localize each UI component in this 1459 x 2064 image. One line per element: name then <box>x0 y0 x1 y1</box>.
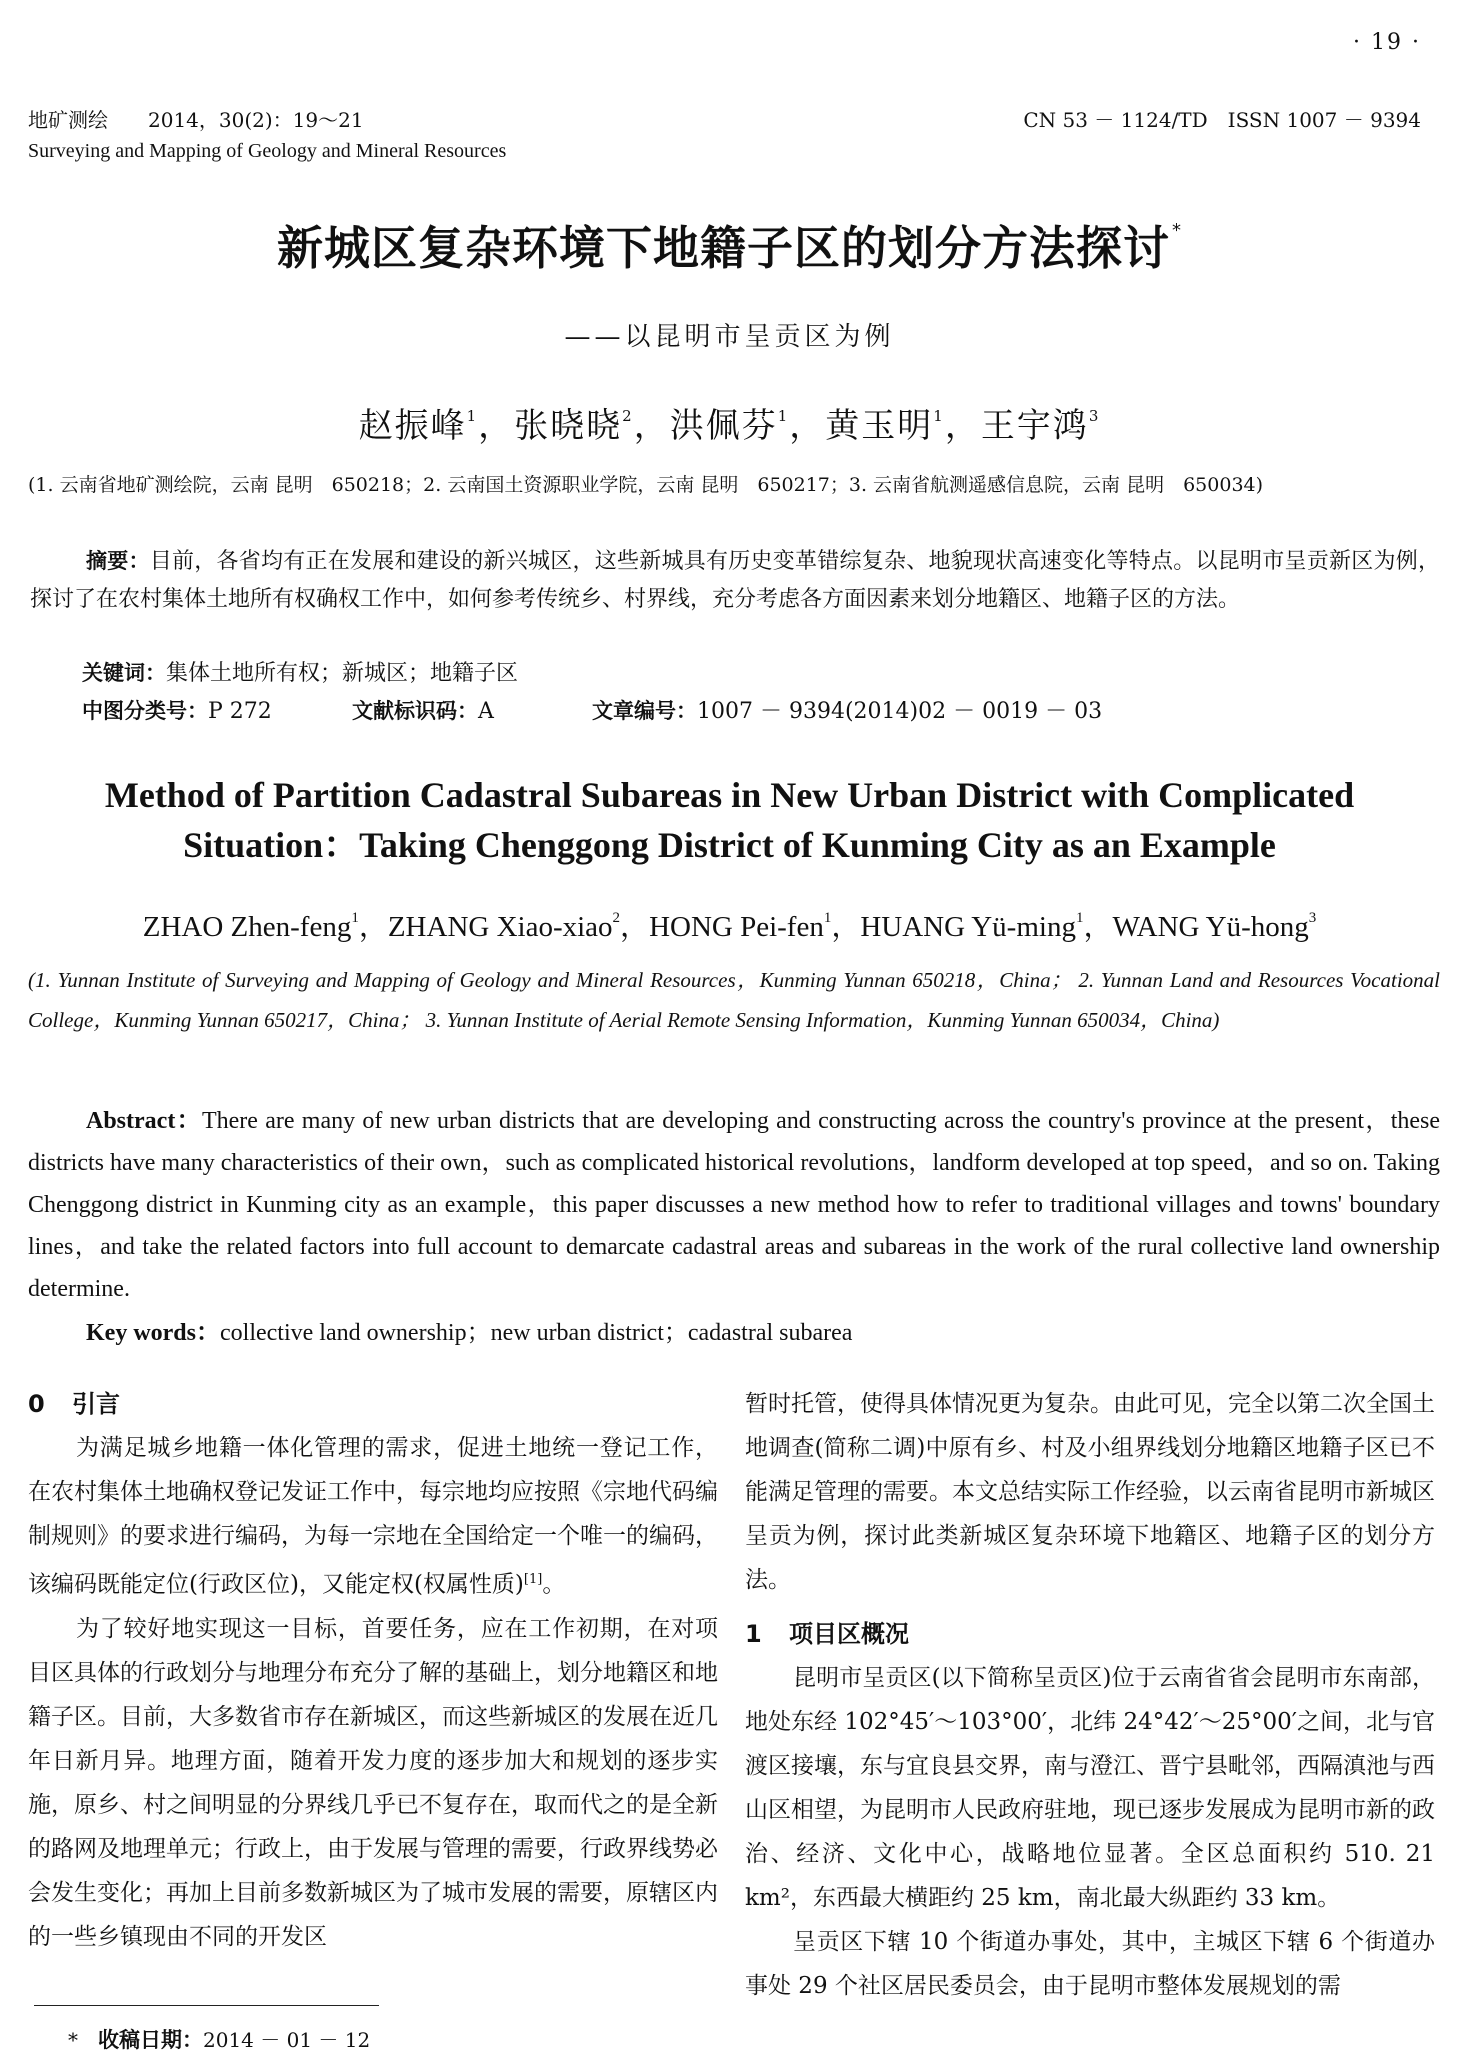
author-sup: 3 <box>1088 407 1101 425</box>
abstract-en-text: There are many of new urban districts that are developing and constructing across the country's province at the present，these districts have many characteristics of their own，such as complicated historical revolutions，landform developed at top speed，and so on. Taking Chenggong district in Kunming city as an example，this paper discusses a new method how to refer to traditional villages and towns' boundary lines，and take the related factors into full account to demarcate cadastral areas and subareas in the work of the rural collective land ownership determine. <box>28 1108 1441 1302</box>
body-text: 。 <box>542 1571 566 1598</box>
paper-subtitle: ——以昆明市呈贡区为例 <box>564 322 895 352</box>
journal-name-cn: 地矿测绘 2014，30(2)：19～21 <box>28 108 364 132</box>
authors-cn: 赵振峰$^1$，张晓晓$^2$，洪佩芬$^1$，黄玉明$^1$，王宇鸿$^3$ <box>358 406 1101 446</box>
author-sup: 1 <box>933 407 945 425</box>
abstract-cn <box>30 542 1440 619</box>
received-date-label: 收稿日期： <box>98 2028 203 2052</box>
author-sup: 1 <box>777 407 790 425</box>
section-number: 1 <box>745 1620 762 1648</box>
article-no-value: 1007 － 9394(2014)02 － 0019 － 03 <box>697 699 1103 724</box>
author-cn: 王宇鸿 <box>980 406 1089 446</box>
body-paragraph: 暂时托管，使得具体情况更为复杂。由此可见，完全以第二次全国土地调查(简称二调)中原有乡、村及小组界线划分地籍区地籍子区已不能满足管理的需要。本文总结实际工作经验，以云南省昆明市新城区呈贡为例，探讨此类新城区复杂环境下地籍区、地籍子区的划分方法。 <box>745 1391 1435 1593</box>
keywords-cn-text: 集体土地所有权；新城区；地籍子区 <box>166 661 519 686</box>
section-title: 引言 <box>72 1390 120 1418</box>
clc-label: 中图分类号： <box>82 699 208 723</box>
body-paragraph: 昆明市呈贡区(以下简称呈贡区)位于云南省省会昆明市东南部，地处东经 102°45′～103°00′，北纬 24°42′～25°00′之间，北与官渡区接壤，东与宜良县交界，南与澄江、晋宁县毗邻，西隔滇池与西山区相望，为昆明市人民政府驻地，现已逐步发展成为昆明市新的政治、经济、文化中心，战略地位显著。全区总面积约 510. 21 km²，东西最大横距约 25 km，南北最大纵距约 33 km。 <box>745 1665 1435 1911</box>
affiliations-en: (1. Yunnan Institute of Surveying and Mapping of Geology and Mineral Resources，Kunming Yunnan 650218，China； 2. Yunnan Land and Resources Vocational College，Kunming Yunnan 650217，China； 3. Yunnan Institute of Aerial Remote Sensing Information，Kunming Yunnan 650034，China) <box>28 968 1440 1032</box>
received-date-value: 2014 － 01 － 12 <box>203 2028 371 2052</box>
keywords-cn-label: 关键词： <box>82 661 166 685</box>
author-sup: 1 <box>823 910 832 926</box>
section-heading <box>745 1612 1435 1656</box>
paper-title <box>0 212 1459 278</box>
keywords-en-text: collective land ownership；new urban district；cadastral subarea <box>220 1320 853 1346</box>
body-text: 为满足城乡地籍一体化管理的需求，促进土地统一登记工作，在农村集体土地确权登记发证工作中，每宗地均应按照《宗地代码编制规则》的要求进行编码，为每一宗地在全国给定一个唯一的编码，该编码既能定位(行政区位)，又能定权(权属性质) <box>28 1435 718 1598</box>
abstract-cn-label: 摘要： <box>86 549 150 573</box>
abstract-cn-text: 目前，各省均有正在发展和建设的新兴城区，这些新城具有历史变革错综复杂、地貌现状高速变化等特点。以昆明市呈贡新区为例，探讨了在农村集体土地所有权确权工作中，如何参考传统乡、村界线，充分考虑各方面因素来划分地籍区、地籍子区的方法。 <box>30 549 1440 612</box>
footnote-mark: * <box>68 2028 78 2052</box>
author-en: HONG Pei-fen <box>649 911 824 943</box>
citation-ref: [1] <box>523 1572 543 1587</box>
body-paragraph <box>28 1426 718 1607</box>
clc-value: P 272 <box>208 699 272 724</box>
body-left-column <box>28 1382 718 1959</box>
author-en: WANG Yü-hong <box>1112 911 1309 943</box>
footnote <box>68 2024 370 2054</box>
author-cn: 赵振峰 <box>358 406 467 446</box>
author-cn: 张晓晓 <box>514 406 623 446</box>
footnote-divider <box>34 2005 379 2006</box>
paper-title-en-line1: Method of Partition Cadastral Subareas in New Urban District with Complicated <box>104 775 1355 815</box>
keywords-cn <box>82 656 518 687</box>
keywords-en <box>86 1312 852 1347</box>
authors-en: ZHAO Zhen-feng$^1$，ZHANG Xiao-xiao$^2$，HONG Pei-fen$^1$，HUANG Yü-ming$^1$，WANG Yü-hong$^3$ <box>142 910 1317 943</box>
author-sup: 1 <box>351 910 359 926</box>
author-en: ZHAO Zhen-feng <box>142 911 352 943</box>
page-number: · 19 · <box>1353 30 1421 55</box>
section-title: 项目区概况 <box>789 1620 909 1648</box>
journal-name-en: Surveying and Mapping of Geology and Mineral Resources <box>28 140 507 162</box>
body-paragraph: 为了较好地实现这一目标，首要任务，应在工作初期，在对项目区具体的行政划分与地理分布充分了解的基础上，划分地籍区和地籍子区。目前，大多数省市存在新城区，而这些新城区的发展在近几年日新月异。地理方面，随着开发力度的逐步加大和规划的逐步实施，原乡、村之间明显的分界线几乎已不复存在，取而代之的是全新的路网及地理单元；行政上，由于发展与管理的需要，行政界线势必会发生变化；再加上目前多数新城区为了城市发展的需要，原辖区内的一些乡镇现由不同的开发区 <box>28 1615 718 1950</box>
paper-title-en-line2: Situation：Taking Chenggong District of Kunming City as an Example <box>183 825 1276 865</box>
author-sup: 1 <box>1075 910 1084 926</box>
section-heading <box>28 1382 718 1426</box>
paper-title-text: 新城区复杂环境下地籍子区的划分方法探讨 <box>277 221 1170 275</box>
article-no-label: 文章编号： <box>592 699 697 723</box>
paper-title-en <box>0 770 1459 870</box>
author-sup: 1 <box>466 407 479 425</box>
abstract-en-label: Abstract： <box>86 1108 202 1134</box>
abstract-en <box>28 1100 1440 1310</box>
title-footnote-mark: * <box>1172 220 1182 241</box>
author-sup: 2 <box>612 910 621 926</box>
author-sup: 2 <box>622 407 634 425</box>
section-number: 0 <box>28 1390 45 1418</box>
doc-code-value: A <box>478 699 494 724</box>
journal-issn: CN 53 － 1124/TD ISSN 1007 － 9394 <box>1023 108 1421 132</box>
keywords-en-label: Key words： <box>86 1320 220 1346</box>
classification-row <box>82 694 1382 725</box>
author-sup: 3 <box>1308 910 1317 926</box>
author-en: HUANG Yü-ming <box>860 911 1076 943</box>
body-paragraph: 呈贡区下辖 10 个街道办事处，其中，主城区下辖 6 个街道办事处 29 个社区居民委员会，由于昆明市整体发展规划的需 <box>745 1929 1435 1999</box>
author-cn: 洪佩芬 <box>669 406 778 446</box>
body-right-column <box>745 1382 1435 2008</box>
affiliations-cn: (1. 云南省地矿测绘院，云南 昆明 650218；2. 云南国土资源职业学院，云南 昆明 650217；3. 云南省航测遥感信息院，云南 昆明 650034) <box>28 474 1264 496</box>
author-cn: 黄玉明 <box>825 406 934 446</box>
author-en: ZHANG Xiao-xiao <box>387 911 613 943</box>
doc-code-label: 文献标识码： <box>352 699 478 723</box>
